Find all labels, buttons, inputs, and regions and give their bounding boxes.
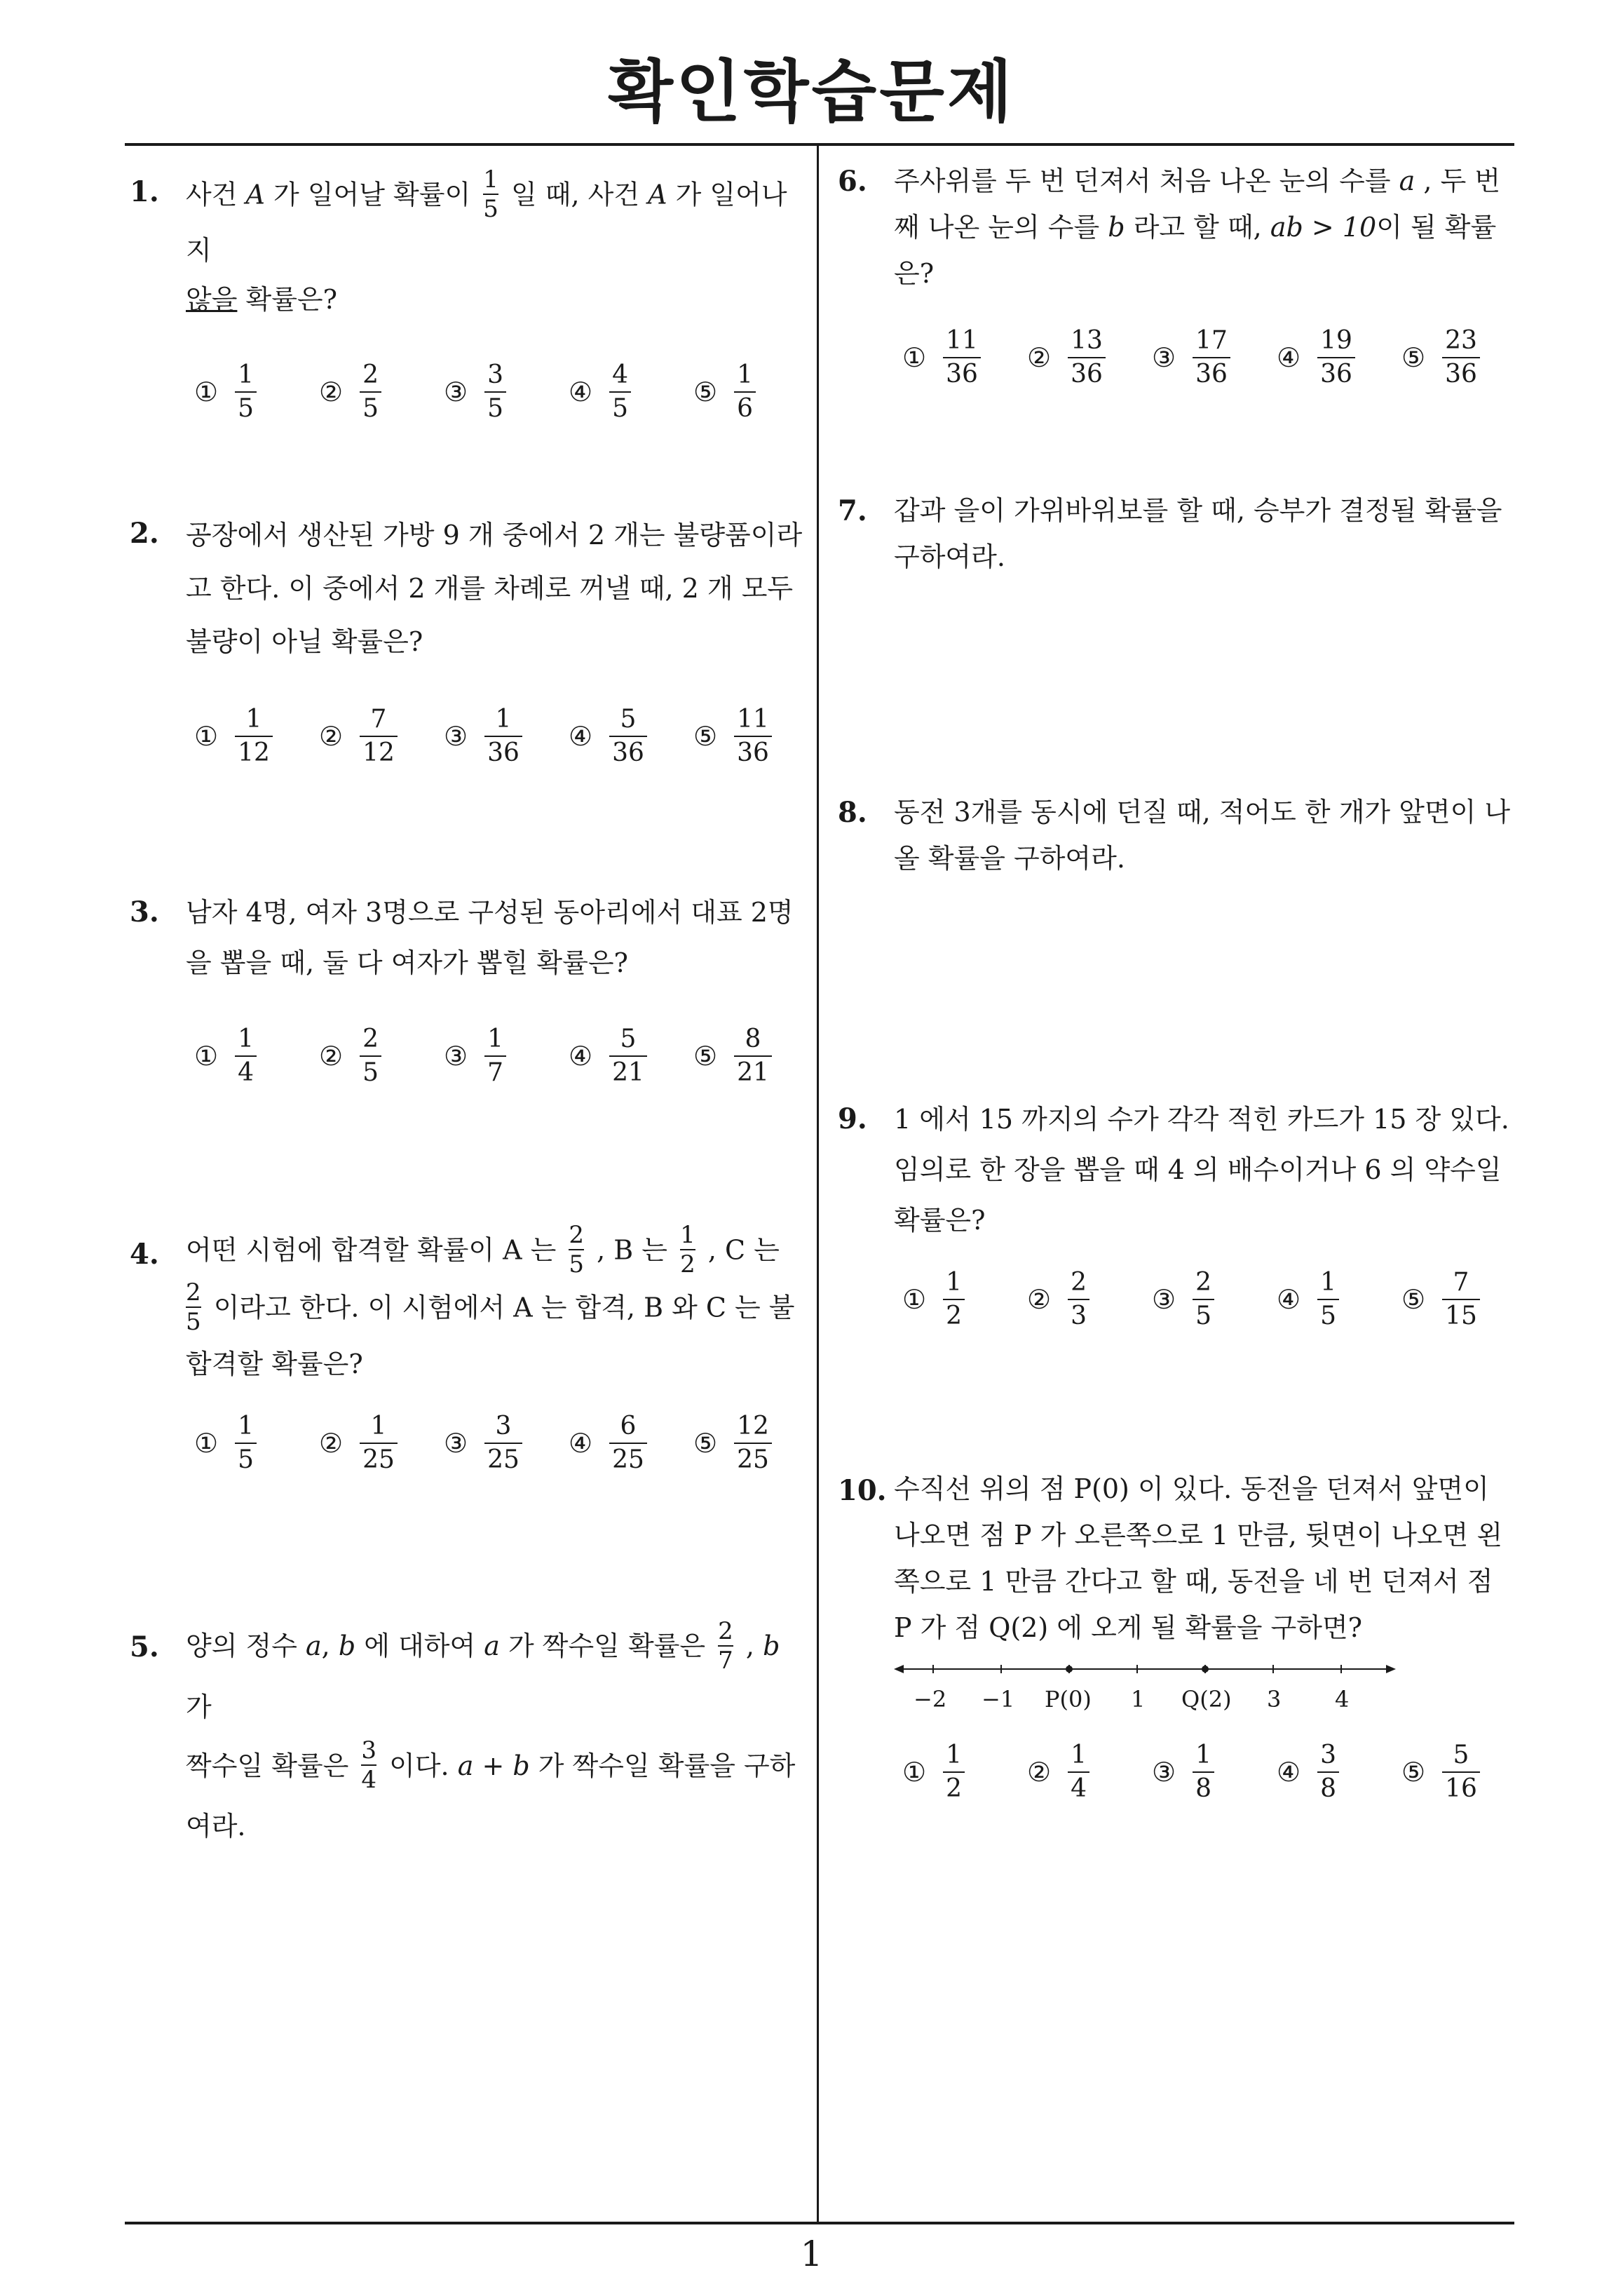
choice-number: ⑤ bbox=[693, 377, 718, 407]
numerator: 3 bbox=[487, 360, 503, 389]
choice-fraction bbox=[1068, 325, 1106, 391]
text-segment: 이 될 확률은? bbox=[894, 212, 1497, 289]
choice-fraction bbox=[943, 325, 981, 391]
text-segment: 어떤 시험에 합격할 확률이 A 는 bbox=[186, 1234, 565, 1266]
answer-choice bbox=[1027, 1267, 1094, 1332]
numerator: 1 bbox=[245, 705, 262, 734]
numerator: 1 bbox=[238, 1412, 254, 1440]
question-2 bbox=[130, 508, 810, 781]
numerator: 2 bbox=[362, 360, 379, 389]
question-text: 공장에서 생산된 가방 9 개 중에서 2 개는 불량품이라고 한다. 이 중에서 2 개를 차례로 꺼낼 때, 2 개 모두 불량이 아닐 확률은? bbox=[186, 520, 803, 657]
choice-list bbox=[130, 1410, 810, 1487]
inline-fraction: $\frac{3}{4}$ bbox=[361, 1736, 377, 1794]
choice-fraction bbox=[609, 1410, 647, 1476]
choice-fraction bbox=[1193, 1267, 1214, 1332]
question-text: 갑과 을이 가위바위보를 할 때, 승부가 결정될 확률을 구하여라. bbox=[894, 495, 1502, 572]
text-segment: 사건 bbox=[186, 179, 246, 210]
question-number: 8. bbox=[838, 796, 867, 829]
choice-fraction bbox=[1068, 1267, 1089, 1332]
answer-choice bbox=[444, 1410, 527, 1476]
answer-choice bbox=[319, 1410, 402, 1476]
choice-number: ② bbox=[319, 377, 344, 407]
answer-choice bbox=[194, 703, 277, 769]
question-4 bbox=[130, 1221, 810, 1487]
answer-choice bbox=[902, 1267, 969, 1332]
question-number: 7. bbox=[838, 494, 867, 527]
text-segment: 이라고 한다. 이 시험에서 A 는 합격, B 와 C 는 불합격할 확률은? bbox=[186, 1292, 795, 1379]
text-segment: 가 짝수일 확률은 bbox=[499, 1630, 714, 1661]
answer-choice bbox=[444, 359, 510, 425]
answer-choice bbox=[194, 1410, 261, 1476]
page-title: 확인학습문제 bbox=[608, 53, 1015, 131]
text-segment: 주사위를 두 번 던져서 처음 나온 눈의 수를 bbox=[894, 166, 1399, 196]
question-text: 남자 4명, 여자 3명으로 구성된 동아리에서 대표 2명을 뽑을 때, 둘 다 여자가 뽑힐 확률은? bbox=[186, 897, 794, 978]
answer-choice bbox=[444, 703, 527, 769]
denominator: 36 bbox=[1320, 360, 1352, 389]
text-segment: , bbox=[321, 1630, 339, 1661]
choice-number: ④ bbox=[1277, 1284, 1301, 1315]
choice-number: ② bbox=[1027, 1284, 1052, 1315]
answer-choice bbox=[319, 1023, 386, 1089]
choice-list bbox=[838, 1267, 1518, 1344]
choice-fraction bbox=[360, 1023, 381, 1089]
numerator: 1 bbox=[946, 1741, 962, 1769]
choice-fraction bbox=[609, 359, 631, 425]
numerator: 1 bbox=[495, 705, 512, 734]
choice-fraction bbox=[609, 1023, 647, 1089]
denominator: 21 bbox=[737, 1058, 769, 1087]
answer-choice bbox=[1401, 1739, 1484, 1805]
math-var: A bbox=[245, 179, 265, 210]
number-line-label: −1 bbox=[982, 1686, 1015, 1713]
choice-fraction bbox=[1068, 1739, 1089, 1805]
question-3 bbox=[130, 887, 810, 1100]
question-9 bbox=[838, 1094, 1518, 1344]
answer-choice bbox=[693, 1023, 776, 1089]
numerator: 3 bbox=[1320, 1741, 1336, 1769]
math-var: b bbox=[1108, 212, 1125, 243]
text-segment: 에 대하여 bbox=[355, 1630, 484, 1661]
bottom-rule bbox=[125, 2222, 1514, 2224]
choice-number: ② bbox=[1027, 1757, 1052, 1788]
choice-number: ② bbox=[319, 1041, 344, 1072]
answer-choice bbox=[902, 325, 985, 391]
numerator: 13 bbox=[1071, 326, 1103, 355]
answer-choice bbox=[1152, 325, 1235, 391]
choice-list bbox=[130, 359, 810, 436]
choice-fraction bbox=[734, 1023, 772, 1089]
answer-choice bbox=[1401, 325, 1484, 391]
denominator: 5 bbox=[362, 1058, 379, 1087]
choice-number: ④ bbox=[569, 1041, 593, 1072]
answer-choice bbox=[194, 359, 261, 425]
choice-number: ⑤ bbox=[1401, 1284, 1426, 1315]
choice-number: ③ bbox=[444, 721, 468, 752]
choice-fraction bbox=[1317, 1267, 1339, 1332]
numerator: 1 bbox=[238, 1025, 254, 1053]
question-text bbox=[186, 1221, 810, 1389]
question-number: 6. bbox=[838, 165, 867, 198]
choice-number: ① bbox=[194, 1428, 219, 1459]
number-line-label: 3 bbox=[1267, 1686, 1282, 1713]
math-var: A bbox=[648, 179, 667, 210]
choice-fraction bbox=[484, 359, 506, 425]
choice-fraction bbox=[734, 359, 756, 425]
numerator: 1 bbox=[946, 1268, 962, 1297]
choice-fraction bbox=[943, 1739, 965, 1805]
number-line-label: 4 bbox=[1335, 1686, 1350, 1713]
math-expression: ab > 10 bbox=[1270, 212, 1377, 243]
question-1 bbox=[130, 168, 810, 436]
question-number: 2. bbox=[130, 517, 159, 550]
numerator: 2 bbox=[1071, 1268, 1087, 1297]
answer-choice bbox=[1401, 1267, 1484, 1332]
choice-fraction bbox=[360, 703, 398, 769]
choice-number: ② bbox=[1027, 342, 1052, 373]
question-number: 4. bbox=[130, 1238, 159, 1271]
numerator: 1 bbox=[238, 360, 254, 389]
numerator: 1 bbox=[737, 360, 753, 389]
choice-fraction bbox=[235, 359, 257, 425]
text-segment: 일 때, 사건 bbox=[502, 179, 648, 210]
denominator: 15 bbox=[1445, 1302, 1477, 1330]
answer-choice bbox=[1152, 1267, 1218, 1332]
choice-number: ① bbox=[902, 1284, 927, 1315]
choice-fraction bbox=[360, 1410, 398, 1476]
column-divider bbox=[817, 144, 819, 2224]
choice-fraction bbox=[1442, 325, 1480, 391]
number-line-label: −2 bbox=[914, 1686, 947, 1713]
numerator: 2 bbox=[362, 1025, 379, 1053]
question-5 bbox=[130, 1616, 810, 1856]
numerator: 11 bbox=[946, 326, 978, 355]
text-segment: , 두 번째 나온 눈의 수를 bbox=[894, 166, 1501, 243]
choice-fraction bbox=[235, 1023, 257, 1089]
denominator: 36 bbox=[612, 738, 644, 767]
denominator: 5 bbox=[612, 394, 628, 423]
text-segment: 라고 할 때, bbox=[1125, 212, 1270, 243]
choice-fraction bbox=[1317, 1739, 1339, 1805]
choice-number: ③ bbox=[1152, 1284, 1176, 1315]
choice-fraction bbox=[1442, 1267, 1480, 1332]
numerator: 5 bbox=[620, 705, 637, 734]
denominator: 25 bbox=[487, 1445, 520, 1474]
answer-choice bbox=[194, 1023, 261, 1089]
question-text bbox=[186, 168, 810, 324]
numerator: 1 bbox=[1071, 1741, 1087, 1769]
text-segment: 양의 정수 bbox=[186, 1630, 306, 1661]
answer-choice bbox=[319, 703, 402, 769]
question-text bbox=[894, 158, 1518, 297]
text-segment: 가 일어날 확률이 bbox=[264, 179, 480, 210]
number-line-label: 1 bbox=[1131, 1686, 1146, 1713]
choice-list bbox=[838, 325, 1518, 402]
denominator: 25 bbox=[362, 1445, 395, 1474]
text-segment: 가 bbox=[186, 1691, 212, 1722]
choice-list bbox=[130, 1023, 810, 1100]
denominator: 4 bbox=[238, 1058, 254, 1087]
choice-number: ③ bbox=[1152, 1757, 1176, 1788]
choice-fraction bbox=[360, 359, 381, 425]
numerator: 4 bbox=[612, 360, 628, 389]
numerator: 1 bbox=[370, 1412, 387, 1440]
denominator: 36 bbox=[946, 360, 978, 389]
choice-number: ⑤ bbox=[693, 721, 718, 752]
denominator: 36 bbox=[1445, 360, 1477, 389]
choice-number: ③ bbox=[444, 377, 468, 407]
choice-number: ① bbox=[902, 342, 927, 373]
text-segment: , bbox=[737, 1630, 763, 1661]
choice-number: ④ bbox=[1277, 342, 1301, 373]
answer-choice bbox=[693, 1410, 776, 1476]
math-var: a bbox=[1399, 166, 1415, 196]
denominator: 5 bbox=[238, 1445, 254, 1474]
answer-choice bbox=[1027, 325, 1110, 391]
answer-choice bbox=[444, 1023, 510, 1089]
choice-fraction bbox=[734, 1410, 772, 1476]
answer-choice bbox=[693, 703, 776, 769]
numerator: 2 bbox=[1195, 1268, 1211, 1297]
text-segment: 짝수일 확률은 bbox=[186, 1750, 358, 1781]
denominator: 4 bbox=[1071, 1774, 1087, 1803]
choice-number: ④ bbox=[569, 721, 593, 752]
answer-choice bbox=[569, 1023, 651, 1089]
answer-choice bbox=[569, 703, 651, 769]
question-number: 1. bbox=[130, 175, 159, 208]
choice-number: ③ bbox=[1152, 342, 1176, 373]
numerator: 7 bbox=[370, 705, 387, 734]
choice-number: ④ bbox=[1277, 1757, 1301, 1788]
question-number: 10. bbox=[838, 1474, 887, 1507]
question-6 bbox=[838, 158, 1518, 402]
choice-number: ④ bbox=[569, 1428, 593, 1459]
choice-number: ③ bbox=[444, 1428, 468, 1459]
inline-fraction: $\frac{1}{2}$ bbox=[680, 1221, 695, 1278]
choice-fraction bbox=[1193, 325, 1230, 391]
choice-fraction bbox=[484, 1023, 506, 1089]
denominator: 5 bbox=[1320, 1302, 1336, 1330]
answer-choice bbox=[569, 359, 635, 425]
choice-number: ⑤ bbox=[1401, 1757, 1426, 1788]
choice-fraction bbox=[1193, 1739, 1214, 1805]
number-line-label: Q(2) bbox=[1181, 1686, 1232, 1713]
question-8 bbox=[838, 789, 1518, 882]
number-line-label: P(0) bbox=[1045, 1686, 1092, 1713]
numerator: 1 bbox=[1195, 1741, 1211, 1769]
denominator: 5 bbox=[362, 394, 379, 423]
numerator: 6 bbox=[620, 1412, 637, 1440]
numerator: 5 bbox=[1453, 1741, 1469, 1769]
choice-number: ③ bbox=[444, 1041, 468, 1072]
choice-number: ① bbox=[902, 1757, 927, 1788]
inline-fraction: $\frac{1}{5}$ bbox=[483, 166, 498, 223]
choice-fraction bbox=[235, 1410, 257, 1476]
denominator: 25 bbox=[737, 1445, 769, 1474]
answer-choice bbox=[1277, 1739, 1343, 1805]
numerator: 17 bbox=[1195, 326, 1228, 355]
numerator: 3 bbox=[495, 1412, 512, 1440]
numerator: 12 bbox=[737, 1412, 769, 1440]
denominator: 21 bbox=[612, 1058, 644, 1087]
denominator: 8 bbox=[1320, 1774, 1336, 1803]
denominator: 7 bbox=[487, 1058, 503, 1087]
numerator: 7 bbox=[1453, 1268, 1469, 1297]
denominator: 36 bbox=[737, 738, 769, 767]
text-segment: 확률은? bbox=[237, 284, 337, 315]
choice-fraction bbox=[609, 703, 647, 769]
choice-fraction bbox=[484, 703, 522, 769]
top-rule bbox=[125, 143, 1514, 146]
choice-fraction bbox=[734, 703, 772, 769]
number-line-axis bbox=[894, 1655, 1399, 1683]
denominator: 6 bbox=[737, 394, 753, 423]
choice-number: ① bbox=[194, 721, 219, 752]
page-number: 1 bbox=[800, 2234, 823, 2274]
inline-fraction: $\frac{2}{7}$ bbox=[718, 1616, 733, 1675]
numerator: 1 bbox=[1320, 1268, 1336, 1297]
math-var: b bbox=[763, 1630, 780, 1661]
choice-number: ⑤ bbox=[693, 1041, 718, 1072]
denominator: 5 bbox=[238, 394, 254, 423]
denominator: 12 bbox=[238, 738, 270, 767]
denominator: 5 bbox=[1195, 1302, 1211, 1330]
answer-choice bbox=[1152, 1739, 1218, 1805]
choice-fraction bbox=[1442, 1739, 1480, 1805]
answer-choice bbox=[1277, 325, 1359, 391]
math-var: a + b bbox=[457, 1750, 530, 1781]
choice-number: ① bbox=[194, 1041, 219, 1072]
math-var: a bbox=[306, 1630, 322, 1661]
question-number: 9. bbox=[838, 1102, 867, 1135]
choice-list bbox=[838, 1739, 1518, 1816]
question-text: 1 에서 15 까지의 수가 각각 적힌 카드가 15 장 있다. 임의로 한 장을 뽑을 때 4 의 배수이거나 6 의 약수일 확률은? bbox=[894, 1104, 1509, 1236]
denominator: 25 bbox=[612, 1445, 644, 1474]
question-10 bbox=[838, 1466, 1518, 1816]
number-line bbox=[894, 1655, 1518, 1718]
denominator: 5 bbox=[487, 394, 503, 423]
question-text: 수직선 위의 점 P(0) 이 있다. 동전을 던져서 앞면이 나오면 점 P 가 오른쪽으로 1 만큼, 뒷면이 나오면 왼쪽으로 1 만큼 간다고 할 때, 동전을 네 번 던져서 점 P 가 점 Q(2) 에 오게 될 확률을 구하면? bbox=[894, 1473, 1502, 1643]
numerator: 11 bbox=[737, 705, 769, 734]
underlined-word: 않을 bbox=[186, 284, 238, 315]
denominator: 2 bbox=[946, 1302, 962, 1330]
text-segment: 이다. bbox=[381, 1750, 458, 1781]
question-7 bbox=[838, 487, 1518, 580]
choice-number: ② bbox=[319, 1428, 344, 1459]
text-segment: 가 짝수일 확률을 구하여라. bbox=[186, 1750, 796, 1842]
math-var: b bbox=[338, 1630, 356, 1661]
math-var: a bbox=[484, 1630, 500, 1661]
choice-fraction bbox=[1317, 325, 1355, 391]
question-number: 3. bbox=[130, 896, 159, 928]
denominator: 36 bbox=[1195, 360, 1228, 389]
choice-number: ① bbox=[194, 377, 219, 407]
denominator: 2 bbox=[946, 1774, 962, 1803]
question-text bbox=[186, 1616, 810, 1856]
numerator: 19 bbox=[1320, 326, 1352, 355]
denominator: 36 bbox=[487, 738, 520, 767]
answer-choice bbox=[569, 1410, 651, 1476]
numerator: 8 bbox=[745, 1025, 761, 1053]
numerator: 1 bbox=[487, 1025, 503, 1053]
denominator: 12 bbox=[362, 738, 395, 767]
choice-number: ⑤ bbox=[693, 1428, 718, 1459]
numerator: 23 bbox=[1445, 326, 1477, 355]
text-segment: , B 는 bbox=[588, 1234, 677, 1266]
answer-choice bbox=[319, 359, 386, 425]
choice-list bbox=[130, 703, 810, 781]
choice-number: ⑤ bbox=[1401, 342, 1426, 373]
denominator: 16 bbox=[1445, 1774, 1477, 1803]
choice-fraction bbox=[235, 703, 273, 769]
denominator: 3 bbox=[1071, 1302, 1087, 1330]
text-segment: , C 는 bbox=[699, 1234, 780, 1266]
choice-fraction bbox=[943, 1267, 965, 1332]
question-text: 동전 3개를 동시에 던질 때, 적어도 한 개가 앞면이 나올 확률을 구하여라. bbox=[894, 797, 1511, 874]
choice-fraction bbox=[484, 1410, 522, 1476]
question-number: 5. bbox=[130, 1630, 159, 1663]
inline-fraction: $\frac{2}{5}$ bbox=[569, 1221, 585, 1278]
answer-choice bbox=[1277, 1267, 1343, 1332]
answer-choice bbox=[1027, 1739, 1094, 1805]
numerator: 5 bbox=[620, 1025, 637, 1053]
denominator: 8 bbox=[1195, 1774, 1211, 1803]
answer-choice bbox=[693, 359, 760, 425]
answer-choice bbox=[902, 1739, 969, 1805]
inline-fraction: $\frac{2}{5}$ bbox=[186, 1278, 201, 1336]
text-segment: 가 일어나지 bbox=[186, 179, 787, 266]
choice-number: ② bbox=[319, 721, 344, 752]
denominator: 36 bbox=[1071, 360, 1103, 389]
choice-number: ④ bbox=[569, 377, 593, 407]
